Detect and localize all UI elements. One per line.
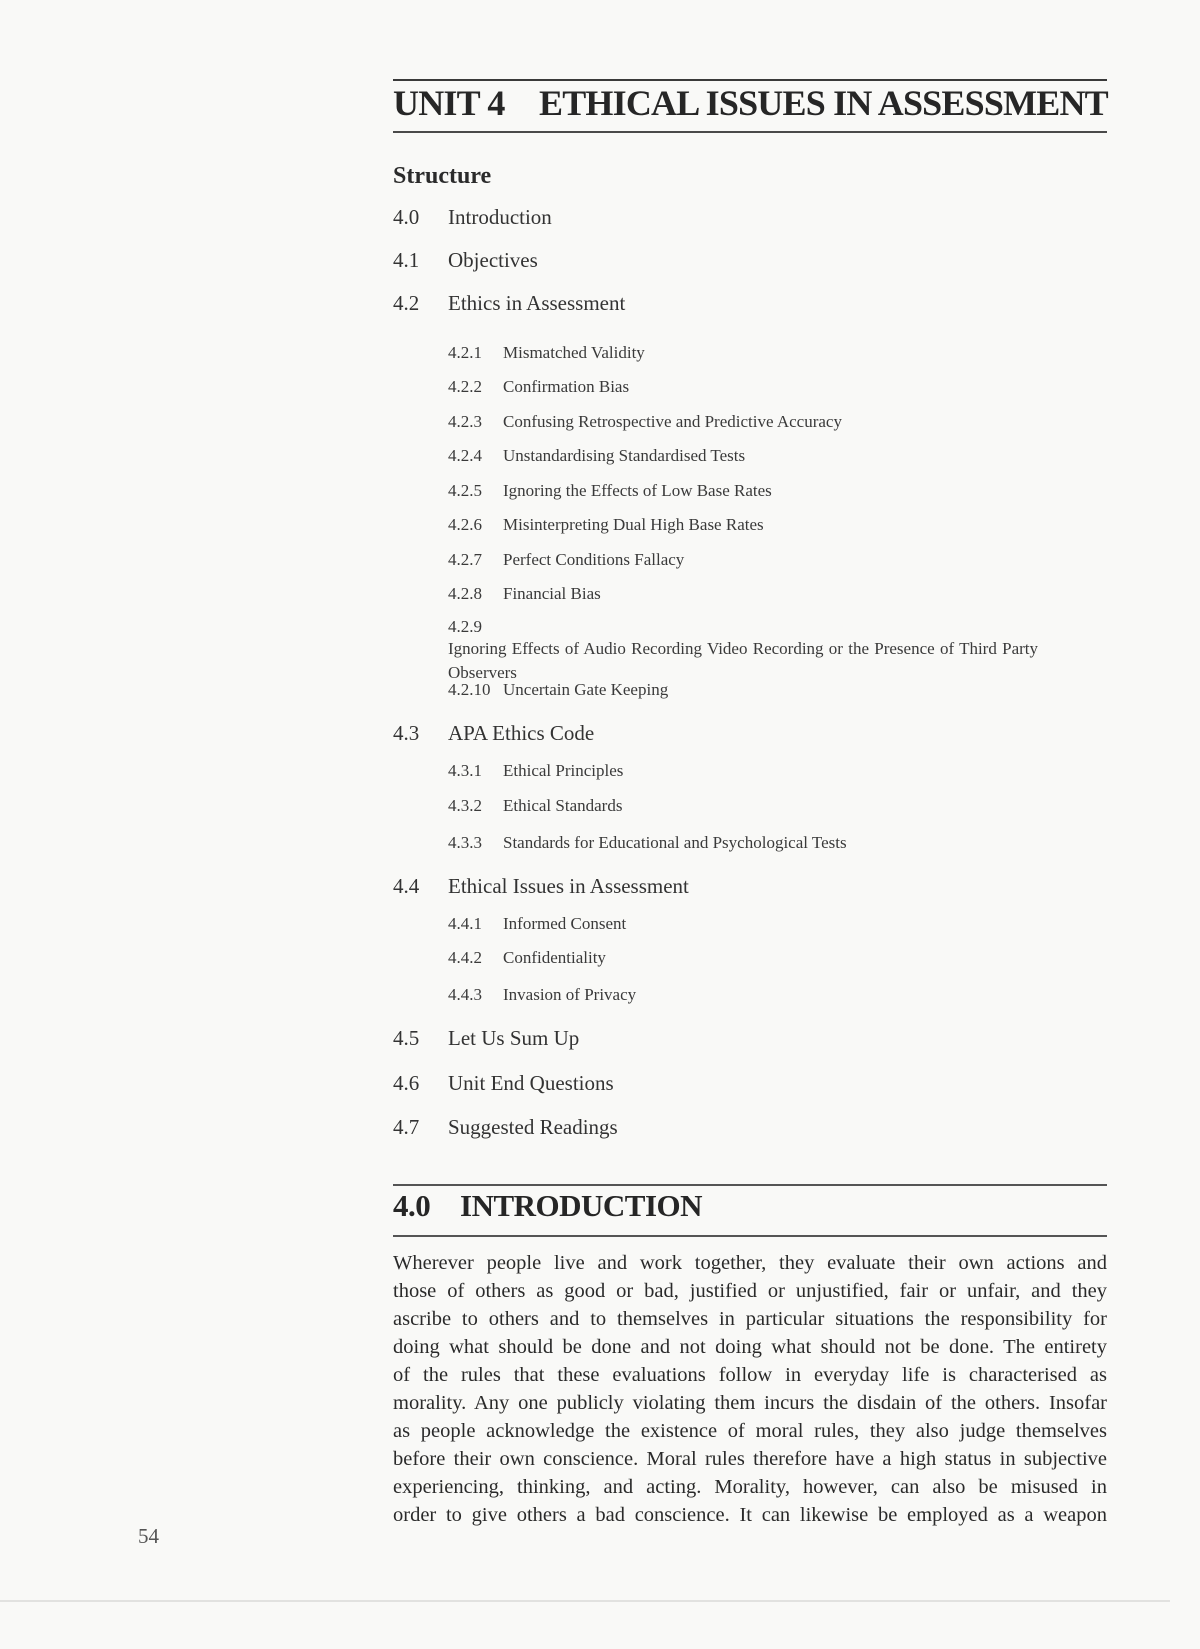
- toc-label: Let Us Sum Up: [448, 1026, 580, 1050]
- toc-item-4-3-2: [448, 796, 622, 816]
- section-rule-bottom: [393, 1235, 1107, 1237]
- toc-item-4-5: [393, 1026, 579, 1051]
- toc-number: 4.1: [393, 248, 420, 272]
- introduction-paragraph: [393, 1249, 1107, 1529]
- toc-number: 4.4: [393, 874, 420, 898]
- section-rule-top: [393, 1184, 1107, 1186]
- toc-label: Uncertain Gate Keeping: [503, 680, 669, 699]
- toc-item-4-3-3: [448, 833, 847, 853]
- toc-label: Introduction: [448, 205, 552, 229]
- page-edge-line: [0, 1600, 1170, 1602]
- toc-label: Confusing Retrospective and Predictive Accuracy: [503, 412, 842, 431]
- toc-number: 4.3.3: [448, 833, 482, 852]
- toc-item-4-2-1: [448, 343, 645, 363]
- paragraph-line: before their own conscience. Moral rules therefore have a high status in subjective: [393, 1448, 1107, 1470]
- toc-item-4-4: [393, 874, 689, 899]
- paragraph-line: of the rules that these evaluations follow in everyday life is characterised as: [393, 1364, 1107, 1386]
- toc-label: Ethical Standards: [503, 796, 623, 815]
- toc-number: 4.2.6: [448, 515, 482, 534]
- toc-item-4-2-2: [448, 377, 629, 397]
- toc-number: 4.0: [393, 205, 420, 229]
- toc-number: 4.6: [393, 1071, 420, 1095]
- toc-label: Objectives: [448, 248, 538, 272]
- toc-item-4-0: [393, 205, 552, 230]
- paragraph-line: morality. Any one publicly violating them incurs the disdain of the others. Insofar: [393, 1392, 1107, 1414]
- toc-number: 4.3.2: [448, 796, 482, 815]
- toc-item-4-2-4: [448, 446, 745, 466]
- paragraph-line: Wherever people live and work together, they evaluate their own actions and: [393, 1252, 1107, 1274]
- unit-title: [393, 82, 1107, 124]
- toc-item-4-4-3: [448, 985, 636, 1005]
- toc-number: 4.2.8: [448, 584, 482, 603]
- toc-number: 4.3.1: [448, 761, 482, 780]
- toc-label: APA Ethics Code: [448, 721, 595, 745]
- toc-item-4-2-9: [448, 617, 1088, 685]
- section-number: 4.0: [393, 1188, 431, 1223]
- toc-label: Ethical Issues in Assessment: [448, 874, 689, 898]
- paragraph-line: experiencing, thinking, and acting. Morality, however, can also be misused in: [393, 1476, 1107, 1498]
- toc-item-4-2-8: [448, 584, 601, 604]
- toc-number: 4.7: [393, 1115, 420, 1139]
- toc-label: Ethics in Assessment: [448, 291, 626, 315]
- toc-number: 4.4.2: [448, 948, 482, 967]
- paragraph-line: doing what should be done and not doing what should not be done. The entirety: [393, 1336, 1107, 1358]
- toc-label: Ignoring Effects of Audio Recording Video Recording or the Presence of Third Party Observers: [448, 639, 1038, 682]
- unit-number: UNIT 4: [393, 83, 505, 123]
- toc-label: Confirmation Bias: [503, 377, 630, 396]
- toc-item-4-2-3: [448, 412, 842, 432]
- toc-label: Perfect Conditions Fallacy: [503, 550, 685, 569]
- toc-number: 4.4.1: [448, 914, 482, 933]
- toc-label: Misinterpreting Dual High Base Rates: [503, 515, 764, 534]
- toc-label: Unit End Questions: [448, 1071, 614, 1095]
- paragraph-line: as people acknowledge the existence of moral rules, they also judge themselves: [393, 1420, 1107, 1442]
- title-rule-bottom: [393, 131, 1107, 133]
- paragraph-line: those of others as good or bad, justified or unjustified, fair or unfair, and they: [393, 1280, 1107, 1302]
- toc-label: Confidentiality: [503, 948, 606, 967]
- toc-label: Mismatched Validity: [503, 343, 645, 362]
- toc-label: Informed Consent: [503, 914, 627, 933]
- toc-item-4-2-7: [448, 550, 684, 570]
- toc-item-4-7: [393, 1115, 618, 1140]
- toc-number: 4.2.2: [448, 377, 482, 396]
- section-title: INTRODUCTION: [460, 1188, 703, 1223]
- toc-label: Financial Bias: [503, 584, 601, 603]
- toc-number: 4.2.5: [448, 481, 482, 500]
- toc-number: 4.4.3: [448, 985, 482, 1004]
- toc-item-4-2-5: [448, 481, 772, 501]
- section-heading-introduction: [393, 1188, 702, 1224]
- toc-number: 4.2.3: [448, 412, 482, 431]
- toc-number: 4.3: [393, 721, 420, 745]
- toc-label: Standards for Educational and Psychological Tests: [503, 833, 847, 852]
- toc-item-4-2-6: [448, 515, 764, 535]
- paragraph-line: ascribe to others and to themselves in particular situations the responsibility for: [393, 1308, 1107, 1330]
- toc-number: 4.2.1: [448, 343, 482, 362]
- toc-label: Suggested Readings: [448, 1115, 618, 1139]
- toc-label: Ignoring the Effects of Low Base Rates: [503, 481, 772, 500]
- toc-number: 4.2.4: [448, 446, 482, 465]
- toc-item-4-2: [393, 291, 625, 316]
- toc-item-4-1: [393, 248, 538, 273]
- title-rule-top: [393, 79, 1107, 81]
- toc-item-4-4-1: [448, 914, 626, 934]
- toc-item-4-6: [393, 1071, 614, 1096]
- toc-label: Unstandardising Standardised Tests: [503, 446, 746, 465]
- toc-number: 4.5: [393, 1026, 420, 1050]
- toc-label: Invasion of Privacy: [503, 985, 637, 1004]
- paragraph-line: order to give others a bad conscience. It can likewise be employed as a weapon: [393, 1504, 1107, 1526]
- toc-item-4-3-1: [448, 761, 623, 781]
- toc-item-4-3: [393, 721, 594, 746]
- unit-title-text: ETHICAL ISSUES IN ASSESSMENT: [539, 83, 1108, 123]
- structure-heading: Structure: [393, 163, 492, 189]
- toc-number: 4.2.9: [448, 617, 482, 636]
- toc-number: 4.2.7: [448, 550, 482, 569]
- toc-item-4-4-2: [448, 948, 606, 968]
- toc-number: 4.2.10: [448, 680, 491, 699]
- page-number: 54: [138, 1524, 159, 1548]
- toc-item-4-2-10: [448, 680, 668, 700]
- toc-number: 4.2: [393, 291, 420, 315]
- toc-label: Ethical Principles: [503, 761, 624, 780]
